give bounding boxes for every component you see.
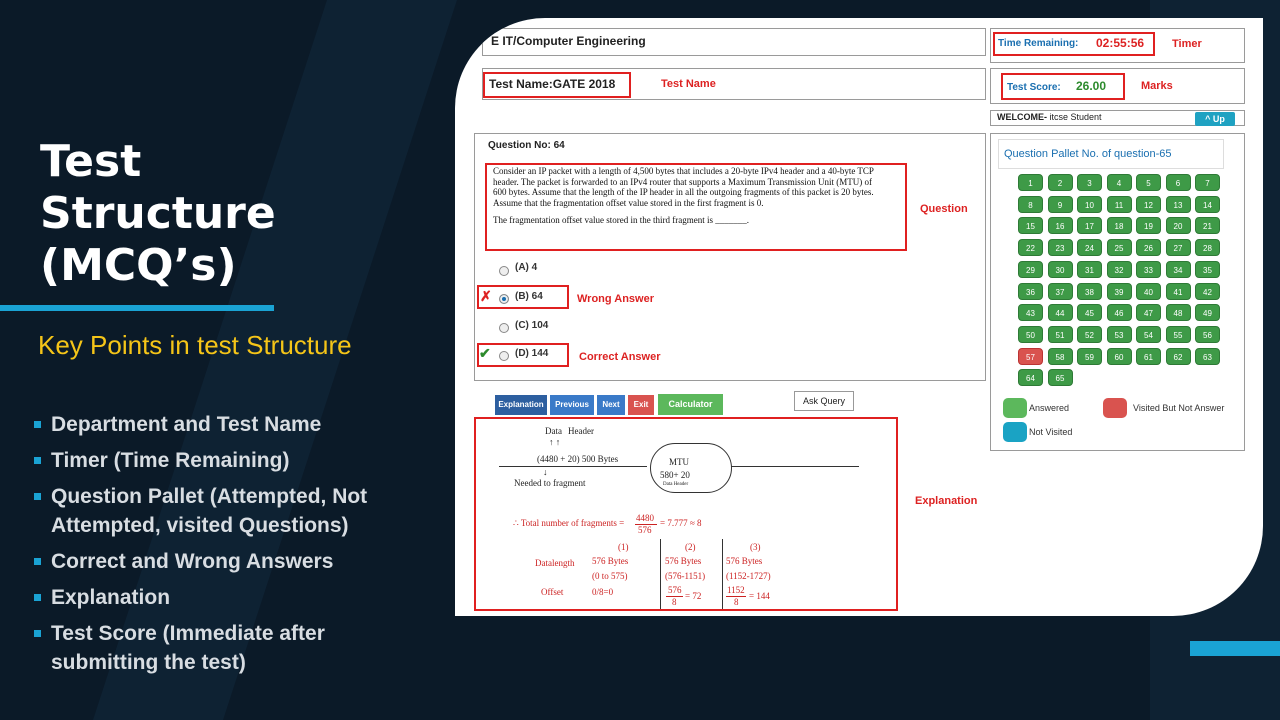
fragment-length: 576 Bytes [665, 556, 702, 566]
total-fragments-numerator: 4480 [636, 513, 654, 523]
pallet-question-button[interactable]: 60 [1107, 348, 1132, 365]
pallet-question-button[interactable]: 65 [1048, 369, 1073, 386]
pallet-question-button[interactable]: 10 [1077, 196, 1102, 213]
pallet-question-button[interactable]: 19 [1136, 217, 1161, 234]
pallet-question-button[interactable]: 59 [1077, 348, 1102, 365]
mtu-label: MTU [669, 457, 689, 467]
welcome-text [997, 112, 1102, 122]
pallet-question-button[interactable]: 33 [1136, 261, 1161, 278]
pallet-question-button[interactable]: 61 [1136, 348, 1161, 365]
explanation-divider-left [499, 466, 647, 467]
pallet-question-button[interactable]: 48 [1166, 304, 1191, 321]
question-no-value: 64 [553, 140, 565, 151]
mtu-sublabel: Data Header [663, 482, 689, 487]
test-app-screenshot [455, 18, 1263, 616]
next-button[interactable]: Next [597, 395, 625, 415]
explanation-down-arrow: ↓ [543, 467, 548, 477]
pallet-question-button[interactable]: 52 [1077, 326, 1102, 343]
fragment-col-head: (3) [750, 542, 761, 552]
pallet-question-button[interactable]: 51 [1048, 326, 1073, 343]
pallet-question-button[interactable]: 49 [1195, 304, 1220, 321]
bullet-item: Department and Test Name [32, 410, 432, 439]
legend-answered-swatch [1003, 398, 1027, 418]
legend-answered-label: Answered [1029, 403, 1070, 413]
explanation-up-arrows: ↑ ↑ [549, 437, 561, 447]
fragment-length: 576 Bytes [726, 556, 763, 566]
question-text [493, 166, 883, 226]
fragment-col-head: (1) [618, 542, 629, 552]
time-remaining-value: 02:55:56 [1096, 36, 1145, 50]
pallet-question-button[interactable]: 7 [1195, 174, 1220, 191]
legend-not-visited-label: Not Visited [1029, 427, 1073, 437]
fragment-offset-denominator: 8 [672, 597, 677, 607]
welcome-label: WELCOME- [997, 112, 1047, 122]
pallet-question-button[interactable]: 63 [1195, 348, 1220, 365]
pallet-question-button[interactable]: 1 [1018, 174, 1043, 191]
pallet-question-button[interactable]: 44 [1048, 304, 1073, 321]
pallet-question-button[interactable]: 38 [1077, 283, 1102, 300]
pallet-question-button[interactable]: 35 [1195, 261, 1220, 278]
annotation-wrong-answer: Wrong Answer [577, 293, 655, 305]
pallet-question-button[interactable]: 25 [1107, 239, 1132, 256]
fragment-offset-result: = 144 [749, 591, 770, 601]
pallet-question-button[interactable]: 29 [1018, 261, 1043, 278]
exit-button[interactable]: Exit [628, 395, 654, 415]
slide-title [40, 136, 380, 292]
bullet-item: Correct and Wrong Answers [32, 547, 432, 576]
pallet-question-button[interactable]: 40 [1136, 283, 1161, 300]
option-d-radio[interactable] [499, 351, 509, 361]
pallet-question-button[interactable]: 12 [1136, 196, 1161, 213]
department-bar [482, 28, 986, 56]
bullet-item: Explanation [32, 583, 432, 612]
pallet-question-button[interactable]: 22 [1018, 239, 1043, 256]
pallet-question-button[interactable]: 15 [1018, 217, 1043, 234]
explanation-size-expr: (4480 + 20) 500 Bytes [537, 454, 619, 464]
slide-title-line: Test [40, 136, 142, 187]
pallet-question-button[interactable]: 32 [1107, 261, 1132, 278]
legend-not-visited-swatch [1003, 422, 1027, 442]
pallet-title: Question Pallet No. of question-65 [1004, 148, 1172, 160]
pallet-question-button[interactable]: 55 [1166, 326, 1191, 343]
explanation-button[interactable]: Explanation [495, 395, 547, 415]
pallet-question-button[interactable]: 3 [1077, 174, 1102, 191]
question-prompt: The fragmentation offset value stored in the third fragment is _______. [493, 215, 750, 225]
pallet-question-button[interactable]: 28 [1195, 239, 1220, 256]
pallet-question-button[interactable]: 26 [1136, 239, 1161, 256]
pallet-question-button[interactable]: 34 [1166, 261, 1191, 278]
pallet-title-box [998, 139, 1224, 169]
explanation-needed-text: Needed to fragment [514, 478, 586, 488]
pallet-question-button[interactable]: 14 [1195, 196, 1220, 213]
pallet-question-button[interactable]: 5 [1136, 174, 1161, 191]
option-a-radio[interactable] [499, 266, 509, 276]
pallet-question-button[interactable]: 46 [1107, 304, 1132, 321]
pallet-question-button[interactable]: 9 [1048, 196, 1073, 213]
pallet-question-button[interactable]: 42 [1195, 283, 1220, 300]
mtu-expression: 580+ 20 [660, 470, 690, 480]
fragment-offset-result: = 72 [685, 591, 702, 601]
pallet-question-button[interactable]: 47 [1136, 304, 1161, 321]
option-c-radio[interactable] [499, 323, 509, 333]
pallet-question-button[interactable]: 57 [1018, 348, 1043, 365]
pallet-question-button[interactable]: 23 [1048, 239, 1073, 256]
total-fragments-result: = 7.777 ≈ 8 [660, 518, 702, 528]
legend-visited-swatch [1103, 398, 1127, 418]
fragment-offset-denominator: 8 [734, 597, 739, 607]
pallet-question-button[interactable]: 4 [1107, 174, 1132, 191]
pallet-question-button[interactable]: 30 [1048, 261, 1073, 278]
fragment-col-divider [722, 539, 723, 609]
fragment-offset: 0/8=0 [592, 587, 614, 597]
pallet-question-button[interactable]: 27 [1166, 239, 1191, 256]
test-score-value: 26.00 [1076, 79, 1107, 93]
pallet-question-button[interactable]: 37 [1048, 283, 1073, 300]
annotation-marks: Marks [1141, 80, 1173, 92]
explanation-data-label: Data [545, 426, 562, 436]
test-name-label [489, 77, 615, 91]
annotation-correct-answer: Correct Answer [579, 351, 661, 363]
calculator-button[interactable]: Calculator [658, 394, 723, 415]
annotation-explanation: Explanation [915, 495, 978, 507]
pallet-question-button[interactable]: 20 [1166, 217, 1191, 234]
time-remaining-label: Time Remaining: [998, 38, 1079, 49]
explanation-header-label: Header [568, 426, 594, 436]
total-fragments-text: ∴ Total number of fragments = [513, 518, 625, 528]
pallet-question-button[interactable]: 21 [1195, 217, 1220, 234]
explanation-divider-right [731, 466, 859, 467]
annotation-test-name: Test Name [661, 78, 716, 90]
bullet-item: Question Pallet (Attempted, Not Attempted, visited Questions) [32, 482, 432, 540]
pallet-question-button[interactable]: 53 [1107, 326, 1132, 343]
pallet-question-button[interactable]: 8 [1018, 196, 1043, 213]
fragment-length: 576 Bytes [592, 556, 629, 566]
pallet-question-button[interactable]: 18 [1107, 217, 1132, 234]
pallet-question-button[interactable]: 17 [1077, 217, 1102, 234]
pallet-question-button[interactable]: 36 [1018, 283, 1043, 300]
pallet-question-button[interactable]: 43 [1018, 304, 1043, 321]
option-c-label[interactable]: (C) 104 [515, 320, 549, 331]
up-button[interactable]: ^ Up [1195, 112, 1235, 126]
offset-row-label: Offset [541, 587, 564, 597]
question-body: Consider an IP packet with a length of 4,500 bytes that includes a 20-byte IPv4 header and a 40-byte TCP header. The packet is forwarded to an IPv4 router that supports a Maximum Transmission Unit (MTU) of 600 bytes. Assume that the length of the IP header in all the outgoing fragments of this packet is 20 bytes. Assume that the fragmentation offset value stored in the first fragment is 0. [493, 166, 874, 208]
welcome-user: itcse Student [1049, 112, 1102, 122]
option-b-label[interactable]: (B) 64 [515, 291, 543, 302]
slide-title-line: Structure [40, 188, 276, 239]
test-name-value: GATE 2018 [552, 77, 616, 91]
pallet-question-button[interactable]: 16 [1048, 217, 1073, 234]
previous-button[interactable]: Previous [550, 395, 594, 415]
option-a-label[interactable]: (A) 4 [515, 262, 538, 273]
correct-mark-icon: ✔ [479, 345, 491, 361]
slide-title-line: (MCQ’s) [40, 240, 237, 291]
test-name-prefix: Test Name: [489, 77, 553, 91]
question-no-label: Question No: [488, 140, 551, 151]
fragment-range: (576-1151) [665, 571, 706, 581]
fragment-offset-numerator: 1152 [727, 585, 745, 595]
pallet-question-button[interactable]: 41 [1166, 283, 1191, 300]
fragment-col-divider [660, 539, 661, 609]
title-underline [0, 305, 274, 311]
total-fragments-denominator: 576 [638, 525, 652, 535]
pallet-question-button[interactable]: 62 [1166, 348, 1191, 365]
fragment-range: (1152-1727) [726, 571, 771, 581]
key-points-list [32, 410, 432, 684]
fragment-range: (0 to 575) [592, 571, 628, 581]
pallet-question-button[interactable]: 50 [1018, 326, 1043, 343]
pallet-question-button[interactable]: 64 [1018, 369, 1043, 386]
bullet-item: Test Score (Immediate after submitting the test) [32, 619, 432, 677]
annotation-timer: Timer [1172, 38, 1202, 50]
slide-subtitle: Key Points in test Structure [38, 330, 352, 360]
annotation-question: Question [920, 203, 968, 215]
option-d-label[interactable]: (D) 144 [515, 348, 549, 359]
legend-visited-label: Visited But Not Answer [1133, 403, 1225, 413]
pallet-question-button[interactable]: 58 [1048, 348, 1073, 365]
wrong-mark-icon: ✗ [480, 288, 492, 304]
ask-query-button[interactable]: Ask Query [794, 391, 854, 411]
pallet-question-button[interactable]: 45 [1077, 304, 1102, 321]
pallet-question-button[interactable]: 54 [1136, 326, 1161, 343]
test-score-label: Test Score: [1007, 82, 1061, 93]
pallet-question-button[interactable]: 11 [1107, 196, 1132, 213]
pallet-question-button[interactable]: 13 [1166, 196, 1191, 213]
pallet-question-button[interactable]: 6 [1166, 174, 1191, 191]
fragment-col-head: (2) [685, 542, 696, 552]
pallet-question-button[interactable]: 24 [1077, 239, 1102, 256]
question-number [488, 140, 565, 151]
datalength-row-label: Datalength [535, 558, 575, 568]
pallet-question-button[interactable]: 56 [1195, 326, 1220, 343]
department-name: E IT/Computer Engineering [491, 34, 646, 48]
pallet-question-button[interactable]: 2 [1048, 174, 1073, 191]
pallet-question-button[interactable]: 39 [1107, 283, 1132, 300]
accent-stripe [1190, 641, 1280, 656]
fragment-offset-numerator: 576 [668, 585, 682, 595]
pallet-question-button[interactable]: 31 [1077, 261, 1102, 278]
bullet-item: Timer (Time Remaining) [32, 446, 432, 475]
option-b-radio[interactable] [499, 294, 509, 304]
